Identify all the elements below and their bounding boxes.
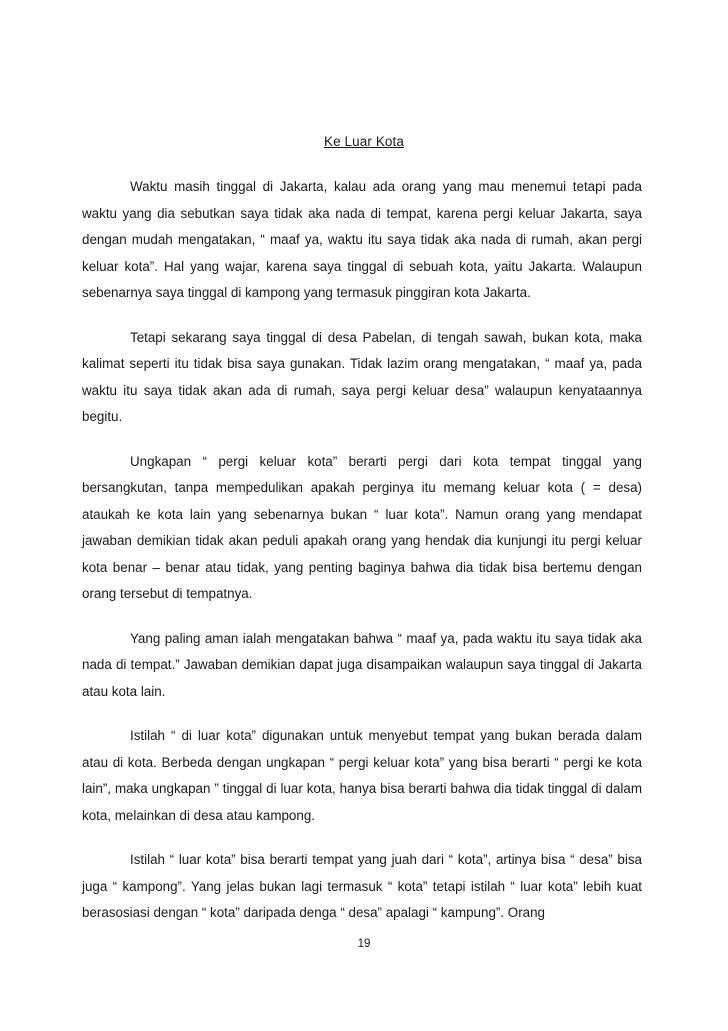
body-text: [82, 174, 642, 945]
paragraph: Waktu masih tinggal di Jakarta, kalau ada orang yang mau menemui tetapi pada waktu yang dia sebutkan saya tidak aka nada di tempat, karena pergi keluar Jakarta, saya dengan mudah mengatakan, “ maaf ya, waktu itu saya tidak aka nada di rumah, akan pergi keluar kota”. Hal yang wajar, karena saya tinggal di sebuah kota, yaitu Jakarta. Walaupun sebenarnya saya tinggal di kampong yang termasuk pinggiran kota Jakarta.: [82, 179, 642, 300]
paragraph: Yang paling aman ialah mengatakan bahwa “ maaf ya, pada waktu itu saya tidak aka nada di tempat.” Jawaban demikian dapat juga disampaikan walaupun saya tinggal di Jakarta atau kota lain.: [82, 630, 642, 699]
page-title: Ke Luar Kota: [323, 134, 404, 149]
paragraph: Ungkapan “ pergi keluar kota” berarti pergi dari kota tempat tinggal yang bersangkutan, tanpa mempedulikan apakah perginya itu memang keluar kota ( = desa) ataukah ke kota lain yang sebenarnya bukan “ luar kota”. Namun orang yang mendapat jawaban demikian tidak akan peduli apakah orang yang hendak dia kunjungi itu pergi keluar kota benar – benar atau tidak, yang penting baginya bahwa dia tidak bisa bertemu dengan orang tersebut di tempatnya.: [82, 453, 642, 601]
paragraph: Istilah “ luar kota” bisa berarti tempat yang juah dari “ kota”, artinya bisa “ desa” bisa juga “ kampong”. Yang jelas bukan lagi termasuk “ kota” tetapi istilah “ luar kota” lebih kuat berasosiasi dengan “ kota” daripada denga “ desa” apalagi “ kampung”. Orang: [82, 852, 642, 920]
page-number: 19: [357, 938, 371, 950]
paragraph: Istilah “ di luar kota” digunakan untuk menyebut tempat yang bukan berada dalam atau di kota. Berbeda dengan ungkapan “ pergi keluar kota” yang bisa berarti “ pergi ke kota lain”, maka ungkapan ” tinggal di luar kota, hanya bisa berarti bahwa dia tidak tinggal di dalam kota, melainkan di desa atau kampong.: [82, 728, 642, 823]
paragraph: Tetapi sekarang saya tinggal di desa Pabelan, di tengah sawah, bukan kota, maka kalimat seperti itu tidak bisa saya gunakan. Tidak lazim orang mengatakan, “ maaf ya, pada waktu itu saya tidak akan ada di rumah, saya pergi keluar desa” walaupun kenyataannya begitu.: [82, 329, 642, 424]
